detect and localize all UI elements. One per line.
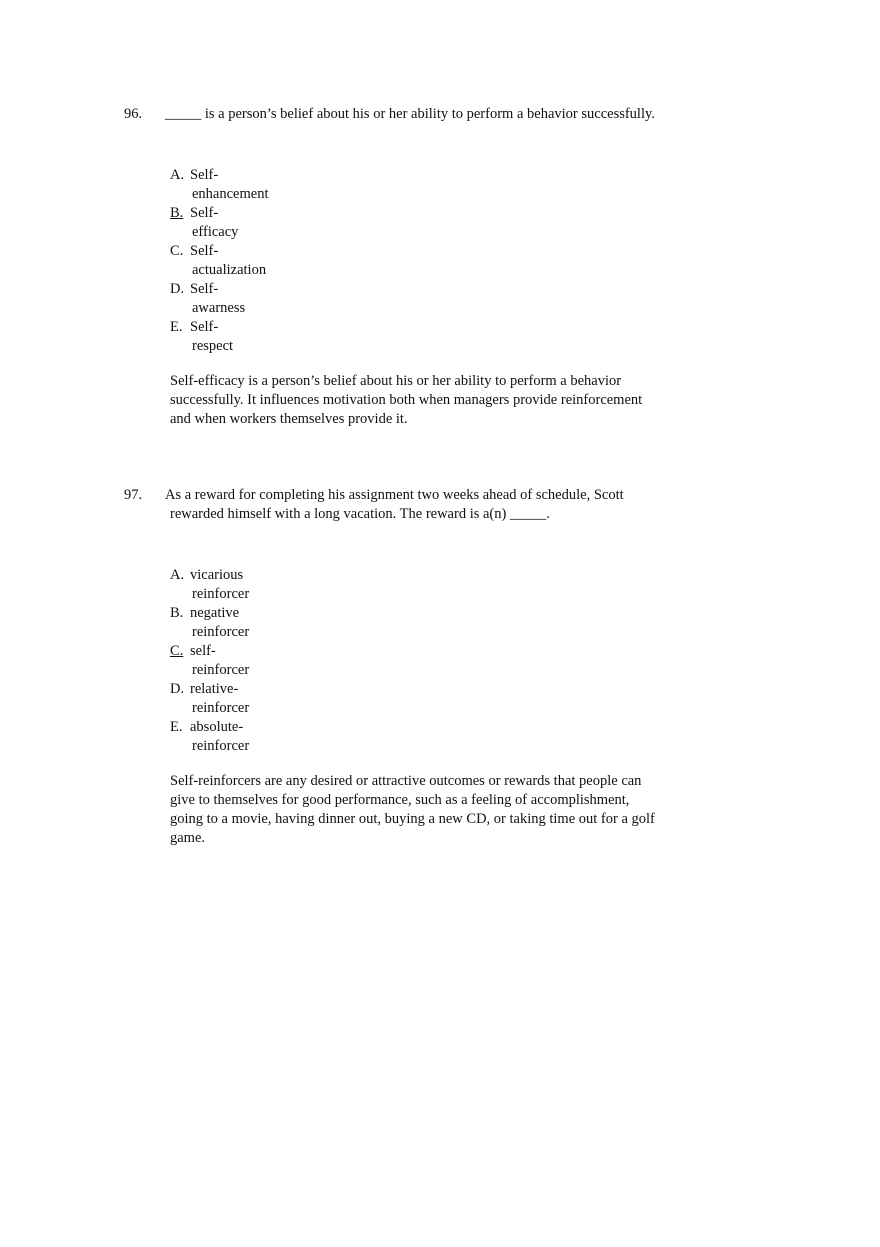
option-letter: D. (170, 681, 185, 697)
option-text-line1: Self- (190, 281, 219, 297)
option-text-line2: enhancement (192, 186, 269, 202)
question-stem-continuation: rewarded himself with a long vacation. The reward is a(n) _____. (170, 506, 550, 522)
answer-options (170, 166, 370, 356)
option-a (170, 166, 370, 204)
option-c (170, 642, 370, 680)
option-text-line2: reinforcer (192, 700, 250, 716)
option-letter-correct: C. (170, 643, 184, 659)
option-text-line1: self- (190, 643, 216, 659)
option-text-line1: Self- (190, 205, 219, 221)
option-text-line2: reinforcer (192, 662, 250, 678)
explanation-line: successfully. It influences motivation both when managers provide reinforcement (170, 392, 643, 408)
option-letter-correct: B. (170, 205, 184, 221)
option-text-line1: relative- (190, 681, 239, 697)
option-letter: C. (170, 243, 184, 259)
option-d (170, 280, 370, 318)
option-text-line2: reinforcer (192, 624, 250, 640)
option-letter: D. (170, 281, 185, 297)
answer-explanation (170, 772, 660, 848)
explanation-line: going to a movie, having dinner out, buying a new CD, or taking time out for a golf (170, 811, 655, 827)
option-a (170, 566, 370, 604)
question-stem: As a reward for completing his assignment two weeks ahead of schedule, Scott (165, 487, 624, 503)
option-text-line1: vicarious (190, 567, 244, 583)
explanation-line: game. (170, 830, 206, 846)
option-text-line2: respect (192, 338, 234, 354)
option-letter: B. (170, 605, 184, 621)
option-text-line1: absolute- (190, 719, 244, 735)
option-text-line1: Self- (190, 243, 219, 259)
explanation-line: Self-efficacy is a person’s belief about his or her ability to perform a behavior (170, 373, 622, 389)
option-text-line2: reinforcer (192, 738, 250, 754)
answer-options (170, 566, 370, 756)
answer-explanation (170, 372, 660, 429)
option-d (170, 680, 370, 718)
explanation-line: and when workers themselves provide it. (170, 411, 408, 427)
option-b (170, 604, 370, 642)
question-stem: _____ is a person’s belief about his or her ability to perform a behavior successfully. (165, 106, 655, 122)
option-text-line1: negative (190, 605, 240, 621)
option-b (170, 204, 370, 242)
option-e (170, 318, 370, 356)
option-text-line2: efficacy (192, 224, 239, 240)
option-text-line2: actualization (192, 262, 267, 278)
option-text-line2: awarness (192, 300, 246, 316)
option-letter: E. (170, 319, 183, 335)
option-text-line2: reinforcer (192, 586, 250, 602)
option-text-line1: Self- (190, 167, 219, 183)
option-letter: A. (170, 567, 185, 583)
explanation-line: give to themselves for good performance, such as a feeling of accomplishment, (170, 792, 630, 808)
option-text-line1: Self- (190, 319, 219, 335)
explanation-line: Self-reinforcers are any desired or attractive outcomes or rewards that people can (170, 773, 642, 789)
option-letter: E. (170, 719, 183, 735)
option-e (170, 718, 370, 756)
question-number: 97. (124, 487, 143, 503)
question-number: 96. (124, 106, 143, 122)
option-letter: A. (170, 167, 185, 183)
option-c (170, 242, 370, 280)
